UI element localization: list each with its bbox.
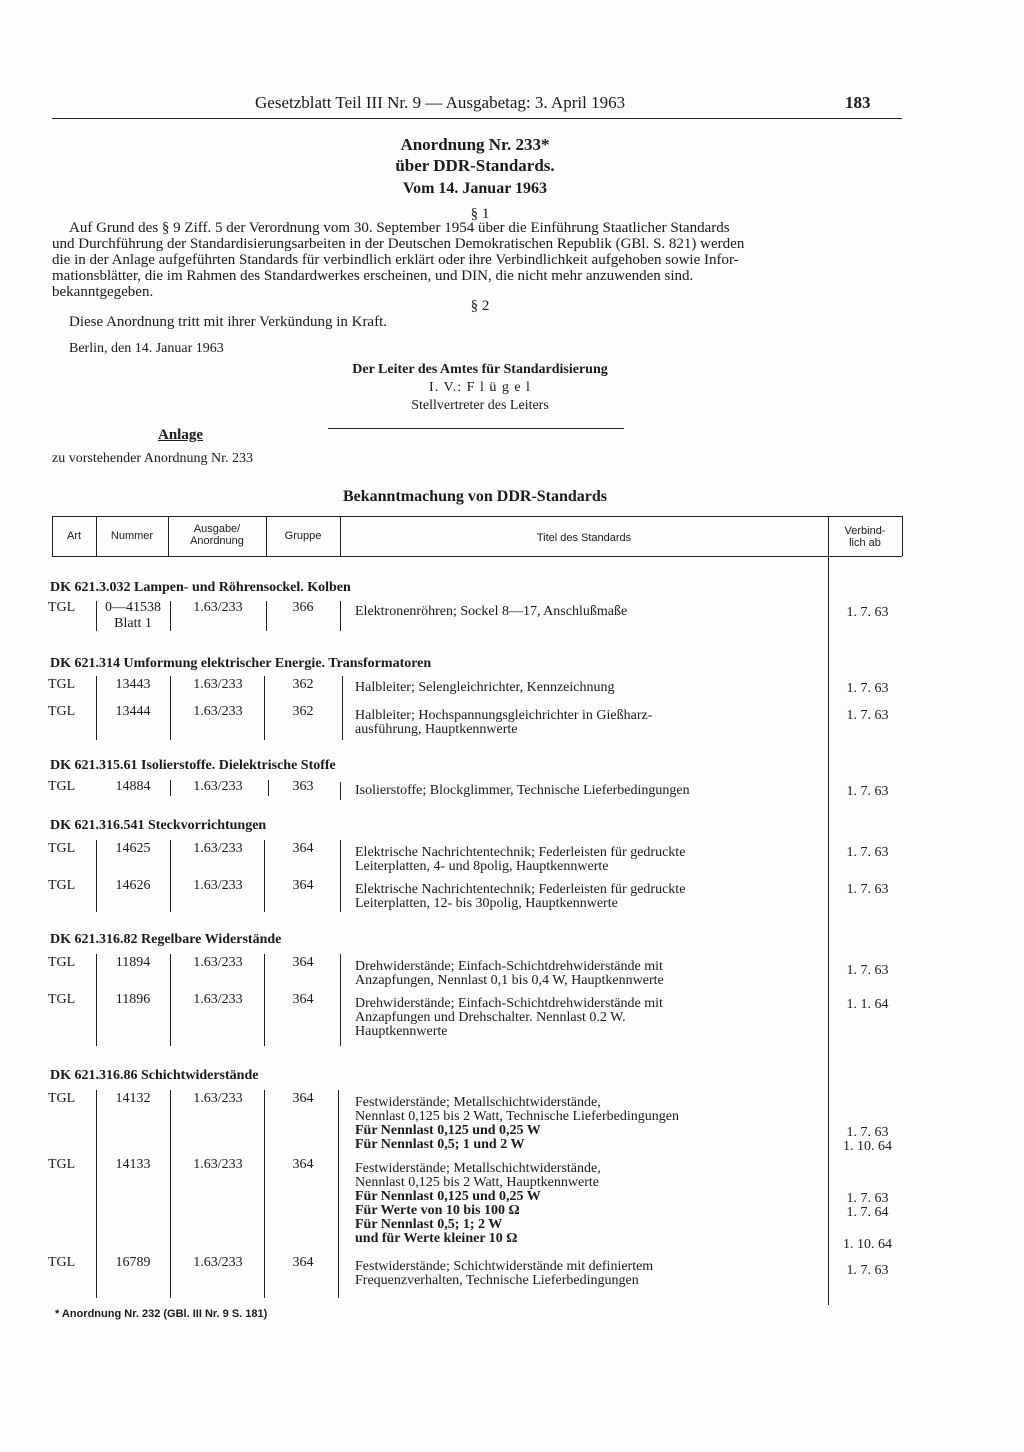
cell-rule: [170, 954, 171, 1046]
row-nummer: 14133: [115, 1157, 151, 1172]
row-verbindlich: 1. 10. 64: [843, 1237, 892, 1252]
row-ausgabe: 1.63/233: [193, 1091, 243, 1106]
col-header-gruppe: Gruppe: [284, 530, 322, 542]
row-titel-cont: Anzapfungen, Nennlast 0,1 bis 0,4 W, Hauptkennwerte: [355, 973, 664, 988]
row-verbindlich: 1. 7. 63: [846, 882, 889, 897]
row-titel-cont: Leiterplatten, 4- und 8polig, Hauptkennwerte: [355, 859, 609, 874]
col-header-ausgabe-line-1: Ausgabe/: [193, 523, 241, 535]
place-date: Berlin, den 14. Januar 1963: [69, 341, 224, 356]
row-gruppe: 362: [292, 704, 314, 719]
decree-title-block: [0, 134, 950, 176]
row-sub-item: Für Nennlast 0,5; 1; 2 W: [355, 1217, 503, 1232]
col-header-titel: Titel des Standards: [536, 532, 632, 544]
row-verbindlich: 1. 7. 63: [846, 1125, 889, 1140]
cell-rule: [342, 676, 343, 740]
row-art: TGL: [48, 1255, 76, 1270]
row-verbindlich: 1. 7. 63: [846, 1191, 889, 1206]
row-titel: Elektrische Nachrichtentechnik; Federleisten für gedruckte: [355, 882, 686, 897]
row-gruppe: 364: [292, 1091, 314, 1106]
signatory-role: Stellvertreter des Leiters: [411, 398, 549, 413]
row-titel-cont: ausführung, Hauptkennwerte: [355, 722, 518, 737]
row-nummer: 14626: [115, 878, 151, 893]
signatory-name: I. V.: F l ü g e l: [429, 380, 531, 395]
cell-rule: [96, 601, 97, 631]
row-gruppe: 364: [292, 955, 314, 970]
row-nummer: 13444: [115, 704, 151, 719]
section-1-line-2: und Durchführung der Standardisierungsarbeiten in der Deutschen Demokratischen Republik (GBl. S. 821) werden: [52, 236, 745, 252]
page-number: 183: [845, 93, 871, 112]
row-nummer-sheet: Blatt 1: [114, 616, 152, 631]
section-2-sign: § 2: [470, 298, 490, 314]
row-ausgabe: 1.63/233: [193, 1157, 243, 1172]
cell-rule: [266, 601, 267, 631]
col-header-art: Art: [66, 530, 82, 542]
group-heading: DK 621.314 Umformung elektrischer Energie. Transformatoren: [50, 656, 432, 671]
row-titel-cont: Anzapfungen und Drehschalter. Nennlast 0.2 W.: [355, 1010, 626, 1025]
row-titel: Festwiderstände; Metallschichtwiderstände,: [355, 1095, 601, 1110]
row-art: TGL: [48, 878, 76, 893]
row-verbindlich: 1. 7. 63: [846, 845, 889, 860]
table-header-rule: [52, 556, 902, 557]
cell-rule: [264, 1090, 265, 1298]
row-verbindlich: 1. 7. 63: [846, 681, 889, 696]
row-gruppe: 364: [292, 1157, 314, 1172]
row-sub-item: Für Nennlast 0,5; 1 und 2 W: [355, 1137, 525, 1152]
section-1-line-4: mationsblätter, die im Rahmen des Standardwerkes erscheinen, und DIN, die nicht mehr anzuwenden sind.: [52, 268, 694, 284]
row-art: TGL: [48, 841, 76, 856]
cell-rule: [338, 1090, 339, 1298]
row-nummer: 14625: [115, 841, 151, 856]
row-verbindlich: 1. 7. 63: [846, 963, 889, 978]
col-header-ausgabe: [168, 523, 266, 547]
cell-rule: [170, 780, 171, 796]
table-right-border: [902, 516, 903, 556]
row-ausgabe: 1.63/233: [193, 779, 243, 794]
cell-rule: [96, 1090, 97, 1298]
group-heading: DK 621.316.82 Regelbare Widerstände: [50, 932, 282, 947]
table-title: Bekanntmachung von DDR-Standards: [342, 488, 608, 505]
row-verbindlich: 1. 10. 64: [843, 1139, 892, 1154]
row-verbindlich: 1. 7. 63: [846, 708, 889, 723]
row-nummer: 14884: [115, 779, 151, 794]
row-art: TGL: [48, 704, 76, 719]
cell-rule: [340, 782, 341, 800]
row-ausgabe: 1.63/233: [193, 992, 243, 1007]
row-art: TGL: [48, 1157, 76, 1172]
row-art: TGL: [48, 992, 76, 1007]
row-titel-cont: Nennlast 0,125 bis 2 Watt, Hauptkennwerte: [355, 1175, 599, 1190]
col-header-verbindlich-line-2: lich ab: [849, 537, 881, 549]
section-2-text: Diese Anordnung tritt mit ihrer Verkündung in Kraft.: [69, 314, 388, 330]
row-art: TGL: [48, 677, 76, 692]
cell-rule: [96, 676, 97, 740]
group-heading: DK 621.316.86 Schichtwiderstände: [50, 1068, 259, 1083]
row-nummer: 13443: [115, 677, 151, 692]
group-heading: DK 621.315.61 Isolierstoffe. Dielektrische Stoffe: [50, 758, 336, 773]
row-verbindlich: 1. 7. 63: [846, 1263, 889, 1278]
row-gruppe: 364: [292, 1255, 314, 1270]
row-titel: Halbleiter; Selengleichrichter, Kennzeichnung: [355, 680, 615, 695]
row-ausgabe: 1.63/233: [193, 955, 243, 970]
group-heading: DK 621.316.541 Steckvorrichtungen: [50, 818, 267, 833]
row-titel: Halbleiter; Hochspannungsgleichrichter in Gießharz-: [355, 708, 653, 723]
footnote: * Anordnung Nr. 232 (GBl. III Nr. 9 S. 181): [55, 1308, 268, 1320]
row-verbindlich: 1. 7. 63: [846, 784, 889, 799]
cell-rule: [96, 840, 97, 912]
signatory-office: Der Leiter des Amtes für Standardisierung: [352, 362, 608, 377]
cell-rule: [340, 954, 341, 1046]
running-title: Gesetzblatt Teil III Nr. 9 — Ausgabetag: 3. April 1963: [255, 93, 626, 112]
row-titel: Isolierstoffe; Blockglimmer, Technische Lieferbedingungen: [355, 783, 690, 798]
row-titel-cont: Nennlast 0,125 bis 2 Watt, Technische Lieferbedingungen: [355, 1109, 679, 1124]
row-titel: Elektrische Nachrichtentechnik; Federleisten für gedruckte: [355, 845, 686, 860]
row-nummer: 14132: [115, 1091, 151, 1106]
cell-rule: [170, 840, 171, 912]
row-titel: Festwiderstände; Metallschichtwiderstände,: [355, 1161, 601, 1176]
cell-rule: [170, 676, 171, 740]
row-verbindlich: 1. 7. 64: [846, 1205, 889, 1220]
row-titel: Drehwiderstände; Einfach-Schichtdrehwiderstände mit: [355, 959, 663, 974]
row-ausgabe: 1.63/233: [193, 841, 243, 856]
decree-subtitle: über DDR-Standards.: [395, 156, 555, 175]
row-ausgabe: 1.63/233: [193, 677, 243, 692]
row-verbindlich: 1. 7. 63: [846, 605, 889, 620]
cell-rule: [264, 840, 265, 912]
section-1-line-5: bekanntgegeben.: [52, 284, 154, 300]
decree-title: Anordnung Nr. 233*: [400, 135, 550, 154]
row-sub-item: Für Werte von 10 bis 100 Ω: [355, 1203, 520, 1218]
col-header-nummer: Nummer: [110, 530, 154, 542]
row-gruppe: 363: [292, 779, 314, 794]
annex-heading: Anlage: [158, 427, 203, 443]
row-ausgabe: 1.63/233: [193, 600, 243, 615]
row-art: TGL: [48, 955, 76, 970]
row-art: TGL: [48, 1091, 76, 1106]
row-sub-item: und für Werte kleiner 10 Ω: [355, 1231, 518, 1246]
row-art: TGL: [48, 600, 76, 615]
section-1-line-3: die in der Anlage aufgeführten Standards für verbindlich erklärt oder ihre Verbindlichkeit aufgehoben sowie Infor-: [52, 252, 739, 268]
row-nummer: 0—41538: [105, 600, 161, 615]
section-1-line-1: Auf Grund des § 9 Ziff. 5 der Verordnung vom 30. September 1954 über die Einführung Staatlicher Standards: [69, 220, 730, 236]
row-ausgabe: 1.63/233: [193, 878, 243, 893]
decree-date: Vom 14. Januar 1963: [402, 180, 548, 197]
section-1-sign: § 1: [470, 206, 490, 222]
row-titel: Elektronenröhren; Sockel 8—17, Anschlußmaße: [355, 604, 628, 619]
row-gruppe: 364: [292, 841, 314, 856]
row-titel-cont: Leiterplatten, 12- bis 30polig, Hauptkennwerte: [355, 896, 618, 911]
cell-rule: [268, 780, 269, 796]
cell-rule: [264, 954, 265, 1046]
row-titel-cont: Frequenzverhalten, Technische Lieferbedingungen: [355, 1273, 639, 1288]
row-titel-cont: Hauptkennwerte: [355, 1024, 448, 1039]
col-rule-verbindlich: [828, 516, 829, 1305]
group-heading: DK 621.3.032 Lampen- und Röhrensockel. Kolben: [50, 580, 351, 595]
cell-rule: [340, 601, 341, 631]
cell-rule: [340, 840, 341, 912]
signature-rule: [328, 428, 624, 429]
cell-rule: [264, 676, 265, 740]
cell-rule: [96, 954, 97, 1046]
row-sub-item: Für Nennlast 0,125 und 0,25 W: [355, 1123, 541, 1138]
row-ausgabe: 1.63/233: [193, 1255, 243, 1270]
row-verbindlich: 1. 1. 64: [846, 997, 889, 1012]
row-art: TGL: [48, 779, 76, 794]
row-gruppe: 362: [292, 677, 314, 692]
cell-rule: [170, 601, 171, 631]
row-nummer: 11894: [115, 955, 151, 970]
col-header-ausgabe-line-2: Anordnung: [190, 535, 244, 547]
row-nummer: 16789: [115, 1255, 151, 1270]
col-header-verbindlich-line-1: Verbind-: [844, 525, 886, 537]
row-titel: Drehwiderstände; Einfach-Schichtdrehwiderstände mit: [355, 996, 663, 1011]
row-gruppe: 364: [292, 878, 314, 893]
row-titel: Festwiderstände; Schichtwiderstände mit definiertem: [355, 1259, 654, 1274]
row-sub-item: Für Nennlast 0,125 und 0,25 W: [355, 1189, 541, 1204]
table-top-rule: [52, 516, 902, 517]
cell-rule: [170, 1090, 171, 1298]
annex-subheading: zu vorstehender Anordnung Nr. 233: [52, 451, 254, 466]
row-nummer: 11896: [115, 992, 151, 1007]
row-gruppe: 366: [292, 600, 314, 615]
row-ausgabe: 1.63/233: [193, 704, 243, 719]
header-rule: [52, 118, 902, 119]
col-header-verbindlich: [828, 525, 902, 549]
row-gruppe: 364: [292, 992, 314, 1007]
